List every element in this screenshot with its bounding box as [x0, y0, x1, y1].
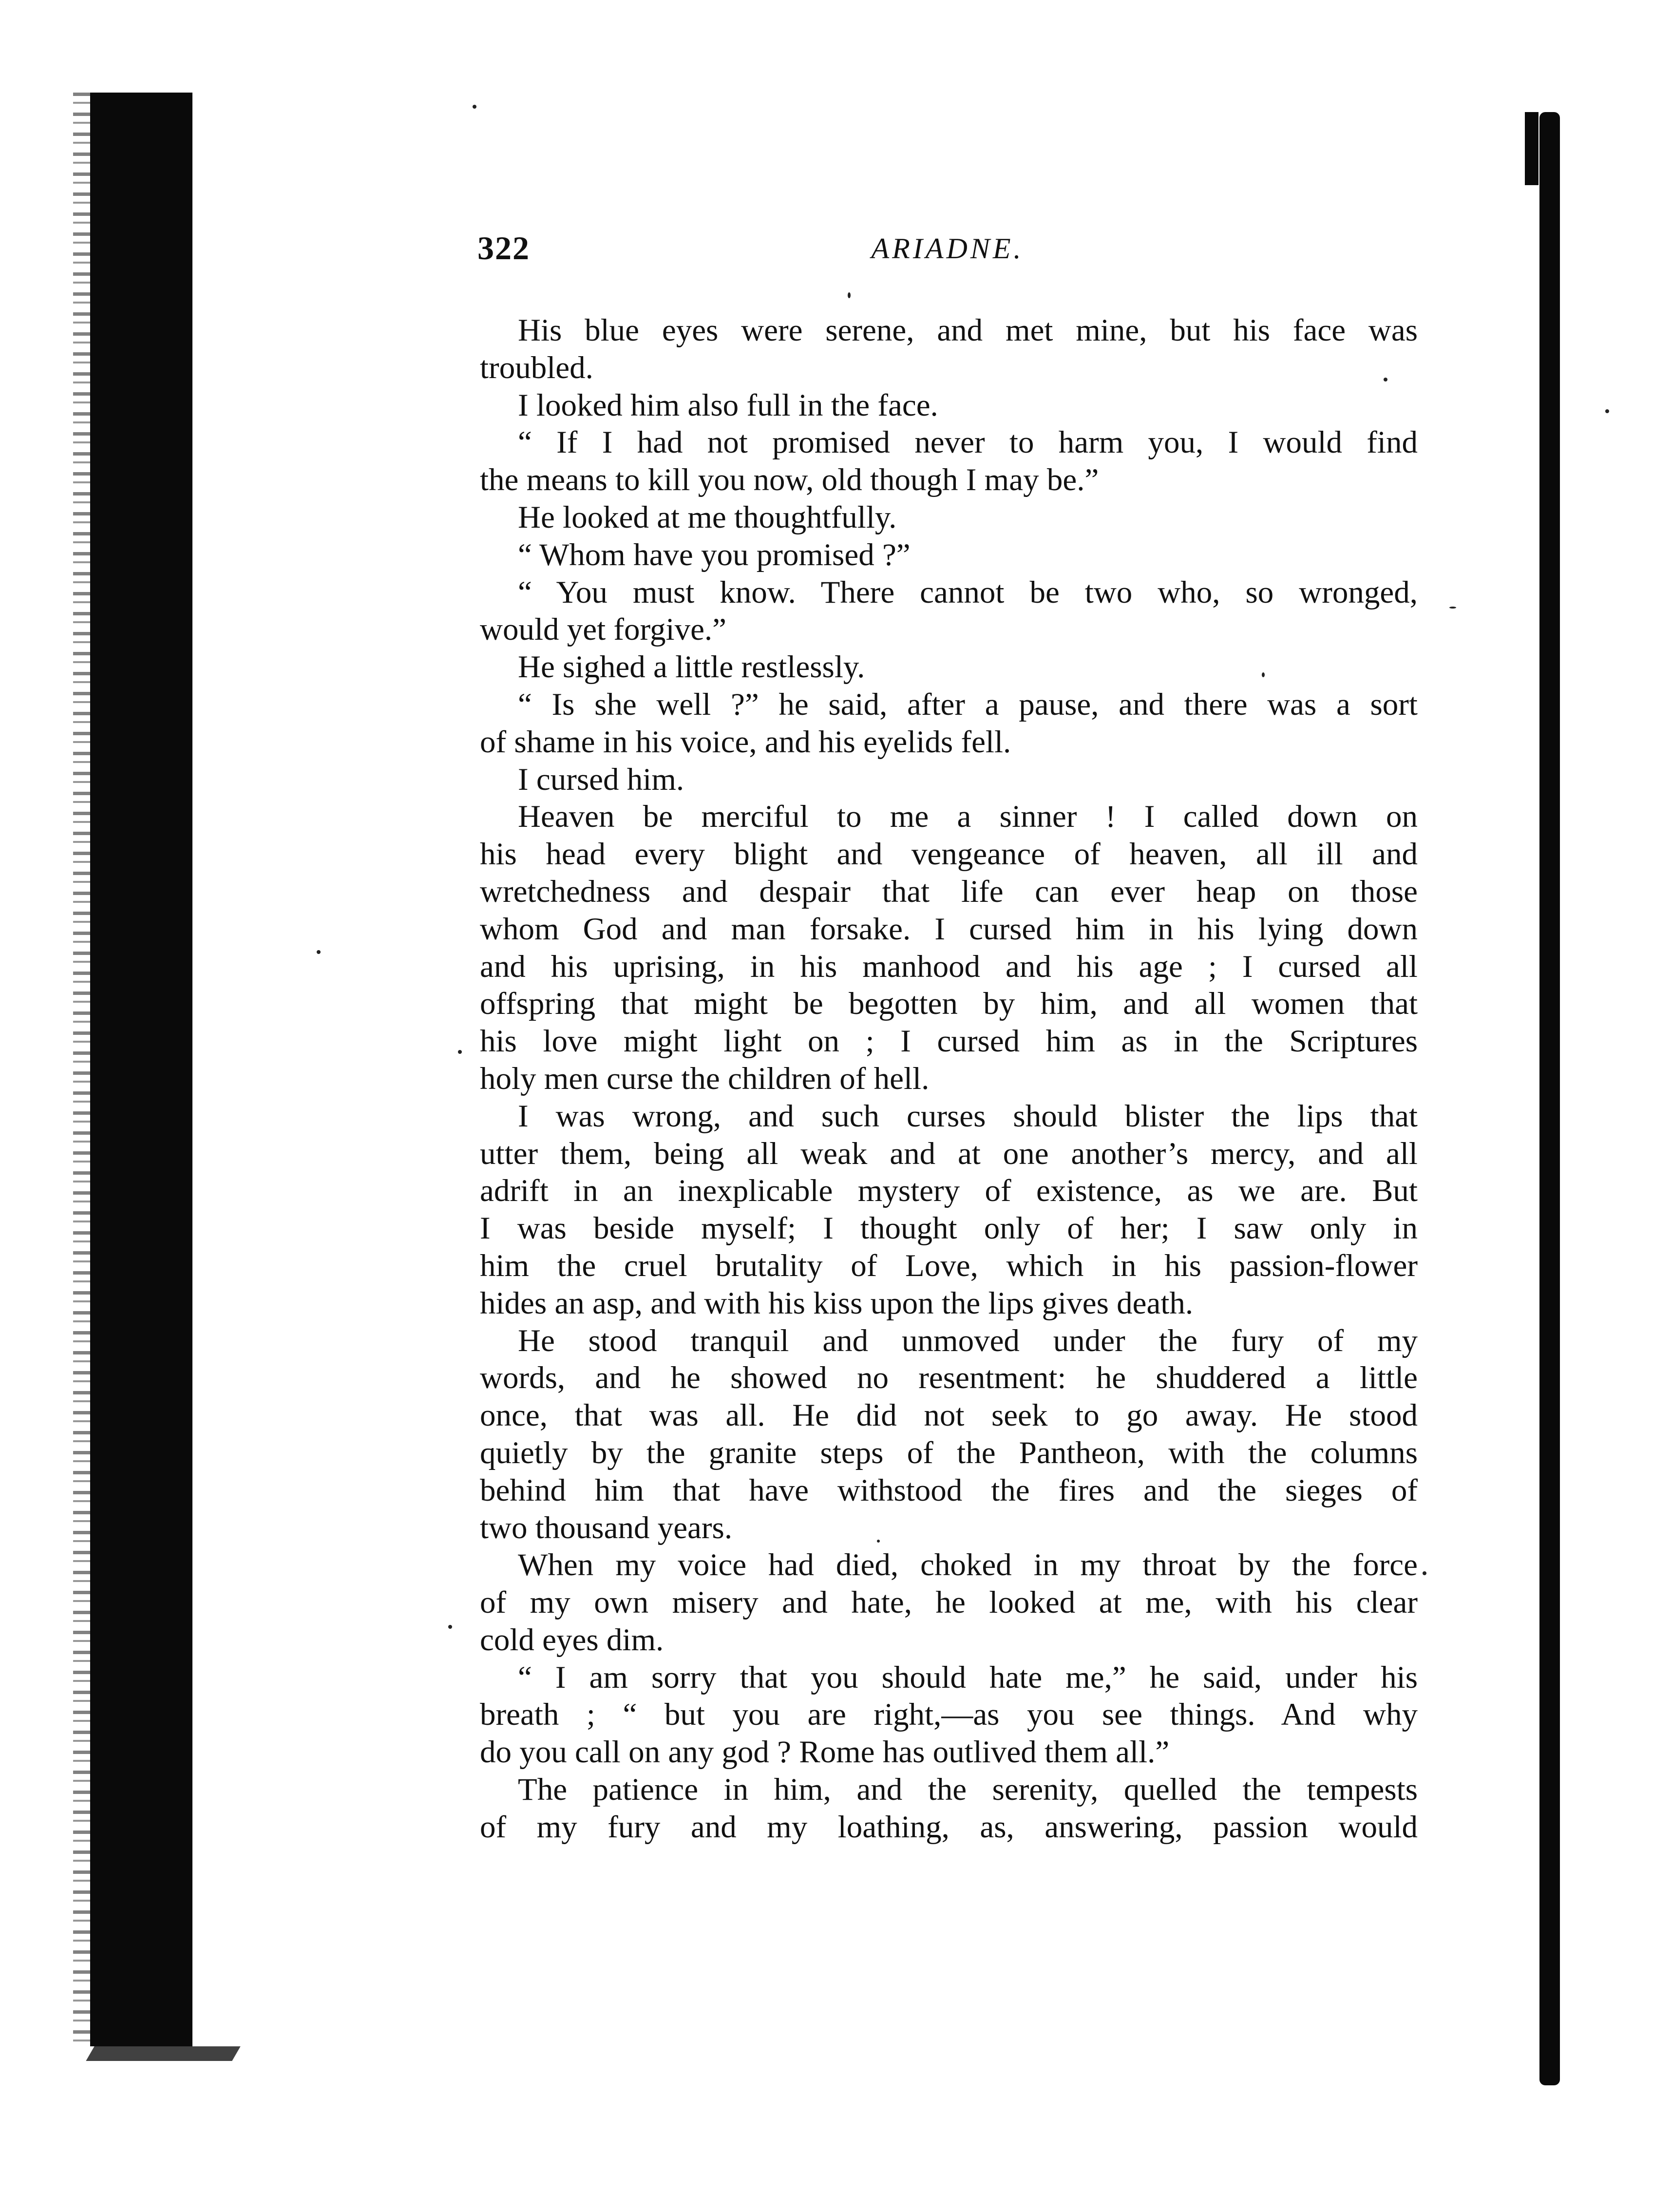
text-line: his love might light on ; I cursed him as in the Scriptures — [480, 1024, 1418, 1059]
text-line: wretchedness and despair that life can ever heap on those — [480, 874, 1418, 909]
scan-speck — [1423, 1571, 1426, 1575]
text-line: I cursed him. — [518, 762, 684, 797]
text-line: him the cruel brutality of Love, which in his passion-flower — [480, 1248, 1418, 1283]
text-line: holy men curse the children of hell. — [480, 1061, 930, 1096]
text-line: He sighed a little restlessly. — [518, 649, 865, 685]
scan-speck — [458, 1050, 462, 1054]
text-line: “ I am sorry that you should hate me,” he said, under his — [518, 1659, 1418, 1695]
text-line: “ You must know. There cannot be two who, so wronged, — [518, 574, 1418, 610]
text-line: I was beside myself; I thought only of her; I saw only in — [480, 1211, 1418, 1246]
text-line: and his uprising, in his manhood and his age ; I cursed all — [480, 949, 1418, 984]
text-line: utter them, being all weak and at one another’s mercy, and all — [480, 1136, 1418, 1171]
text-line: “ Is she well ?” he said, after a pause, and there was a sort — [518, 686, 1418, 722]
text-line: I was wrong, and such curses should blister the lips that — [518, 1098, 1418, 1134]
text-line: adrift in an inexplicable mystery of existence, as we are. But — [480, 1173, 1418, 1209]
text-line: two thousand years. — [480, 1510, 733, 1545]
text-line: Heaven be merciful to me a sinner ! I called down on — [518, 799, 1418, 835]
text-line: hides an asp, and with his kiss upon the lips gives death. — [480, 1285, 1194, 1321]
scan-border-right-stub — [1525, 112, 1538, 185]
page-header — [477, 229, 1418, 273]
text-line: breath ; “ but you are right,—as you see things. And why — [480, 1697, 1418, 1733]
text-line: words, and he showed no resentment: he shuddered a little — [480, 1360, 1418, 1396]
scan-border-left-tail — [86, 2046, 240, 2061]
text-line: “ If I had not promised never to harm you, I would find — [518, 425, 1418, 460]
text-line: behind him that have withstood the fires and the sieges of — [480, 1472, 1418, 1508]
text-body — [480, 312, 1418, 1846]
scan-speck — [1605, 409, 1609, 413]
scan-speck — [448, 1625, 452, 1629]
text-line: “ Whom have you promised ?” — [518, 537, 911, 572]
text-line: his head every blight and vengeance of heaven, all ill and — [480, 837, 1418, 872]
text-line: When my voice had died, choked in my throat by the force — [518, 1547, 1418, 1583]
page-number: 322 — [477, 229, 530, 267]
text-line: the means to kill you now, old though I may be.” — [480, 462, 1099, 498]
scan-border-left — [90, 93, 192, 2046]
scan-speck — [473, 105, 476, 109]
text-line: He stood tranquil and unmoved under the fury of my — [518, 1323, 1418, 1358]
text-line: quietly by the granite steps of the Pantheon, with the columns — [480, 1435, 1418, 1470]
scan-border-right — [1539, 112, 1560, 2085]
text-line: whom God and man forsake. I cursed him in his lying down — [480, 911, 1418, 947]
text-line: once, that was all. He did not seek to go away. He stood — [480, 1398, 1418, 1433]
scan-speck — [1449, 607, 1456, 609]
text-line: troubled. — [480, 350, 593, 385]
text-line: would yet forgive.” — [480, 612, 727, 648]
running-head: ARIADNE. — [871, 232, 1024, 265]
text-line: of my fury and my loathing, as, answering, passion would — [480, 1809, 1418, 1845]
text-line: of shame in his voice, and his eyelids fell. — [480, 724, 1011, 760]
text-line: The patience in him, and the serenity, quelled the tempests — [518, 1772, 1418, 1808]
text-line: offspring that might be begotten by him, and all women that — [480, 986, 1418, 1022]
text-line: I looked him also full in the face. — [518, 387, 938, 423]
text-line: He looked at me thoughtfully. — [518, 499, 897, 535]
text-line: cold eyes dim. — [480, 1622, 664, 1658]
scan-speck — [317, 950, 321, 954]
text-line: do you call on any god ? Rome has outlived them all.” — [480, 1735, 1170, 1770]
text-line: of my own misery and hate, he looked at me, with his clear — [480, 1585, 1418, 1621]
text-line: His blue eyes were serene, and met mine, but his face was — [518, 313, 1418, 348]
scan-speck — [848, 292, 851, 298]
